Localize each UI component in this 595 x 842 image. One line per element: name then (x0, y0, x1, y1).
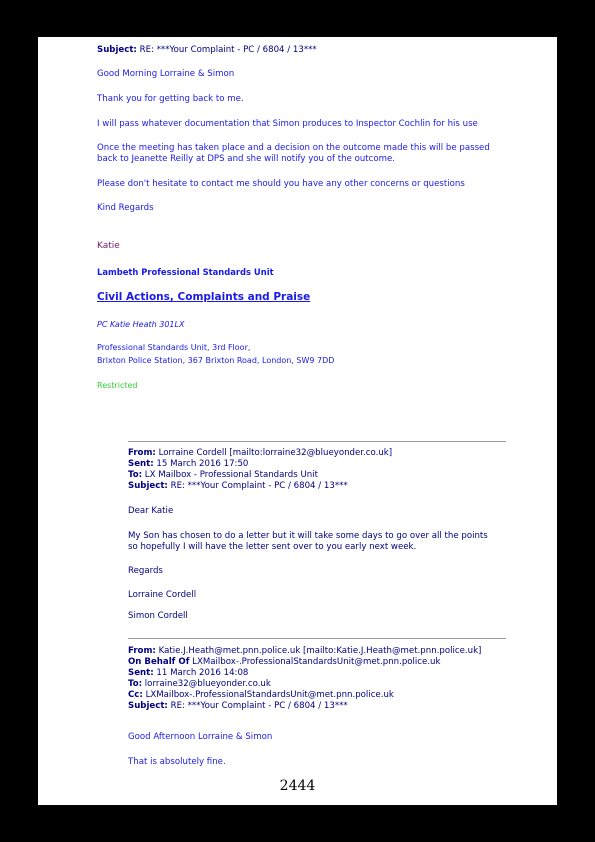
civil-actions-link[interactable]: Civil Actions, Complaints and Praise (97, 291, 311, 303)
document-page (38, 37, 557, 805)
reply2-sent: Sent: 11 March 2016 14:08 (128, 668, 249, 678)
signature-address-line2: Brixton Police Station, 367 Brixton Road, London, SW9 7DD (97, 356, 335, 365)
paragraph-meeting-line2: back to Jeanette Reilly at DPS and she will notify you of the outcome. (97, 154, 396, 164)
subject-value: RE: ***Your Complaint - PC / 6804 / 13*** (139, 45, 317, 55)
reply1-to: To: LX Mailbox - Professional Standards Unit (128, 470, 318, 480)
reply2-subject: Subject: RE: ***Your Complaint - PC / 6804 / 13*** (128, 701, 348, 711)
paragraph-contact: Please don't hesitate to contact me should you have any other concerns or questions (97, 179, 465, 189)
reply2-cc: Cc: LXMailbox-.ProfessionalStandardsUnit@met.pnn.police.uk (128, 690, 394, 700)
page-number: 2444 (279, 778, 316, 794)
divider (128, 441, 506, 442)
classification-label: Restricted (97, 381, 138, 390)
reply1-body-line1: My Son has chosen to do a letter but it will take some days to go over all the points (128, 531, 488, 541)
paragraph-documentation: I will pass whatever documentation that Simon produces to Inspector Cochlin for his use (97, 119, 478, 129)
paragraph-meeting-line1: Once the meeting has taken place and a decision on the outcome made this will be passed (97, 143, 490, 153)
divider (128, 638, 506, 639)
signature-unit: Lambeth Professional Standards Unit (97, 267, 274, 277)
signature-address-line1: Professional Standards Unit, 3rd Floor, (97, 343, 251, 352)
subject-label: Subject: (97, 45, 137, 55)
reply1-signature-1: Lorraine Cordell (128, 590, 197, 600)
greeting: Good Morning Lorraine & Simon (97, 69, 235, 79)
signature-name: Katie (97, 241, 120, 251)
signature-officer: PC Katie Heath 301LX (97, 320, 185, 329)
reply1-from: From: Lorraine Cordell [mailto:lorraine32@blueyonder.co.uk] (128, 448, 393, 458)
reply2-from: From: Katie.J.Heath@met.pnn.police.uk [mailto:Katie.J.Heath@met.pnn.police.uk] (128, 646, 482, 656)
reply2-body: That is absolutely fine. (128, 757, 226, 767)
reply2-to: To: lorraine32@blueyonder.co.uk (128, 679, 271, 689)
subject-line (97, 45, 317, 56)
reply2-greeting: Good Afternoon Lorraine & Simon (128, 732, 273, 742)
reply1-sent: Sent: 15 March 2016 17:50 (128, 459, 249, 469)
reply1-body-line2: so hopefully I will have the letter sent over to you early next week. (128, 542, 417, 552)
paragraph-thanks: Thank you for getting back to me. (97, 94, 244, 104)
reply1-signature-2: Simon Cordell (128, 611, 188, 621)
reply1-subject: Subject: RE: ***Your Complaint - PC / 6804 / 13*** (128, 481, 348, 491)
closing: Kind Regards (97, 203, 154, 213)
reply1-closing: Regards (128, 566, 163, 576)
reply2-on-behalf-of: On Behalf Of LXMailbox-.ProfessionalStandardsUnit@met.pnn.police.uk (128, 657, 441, 667)
reply1-greeting: Dear Katie (128, 506, 174, 516)
